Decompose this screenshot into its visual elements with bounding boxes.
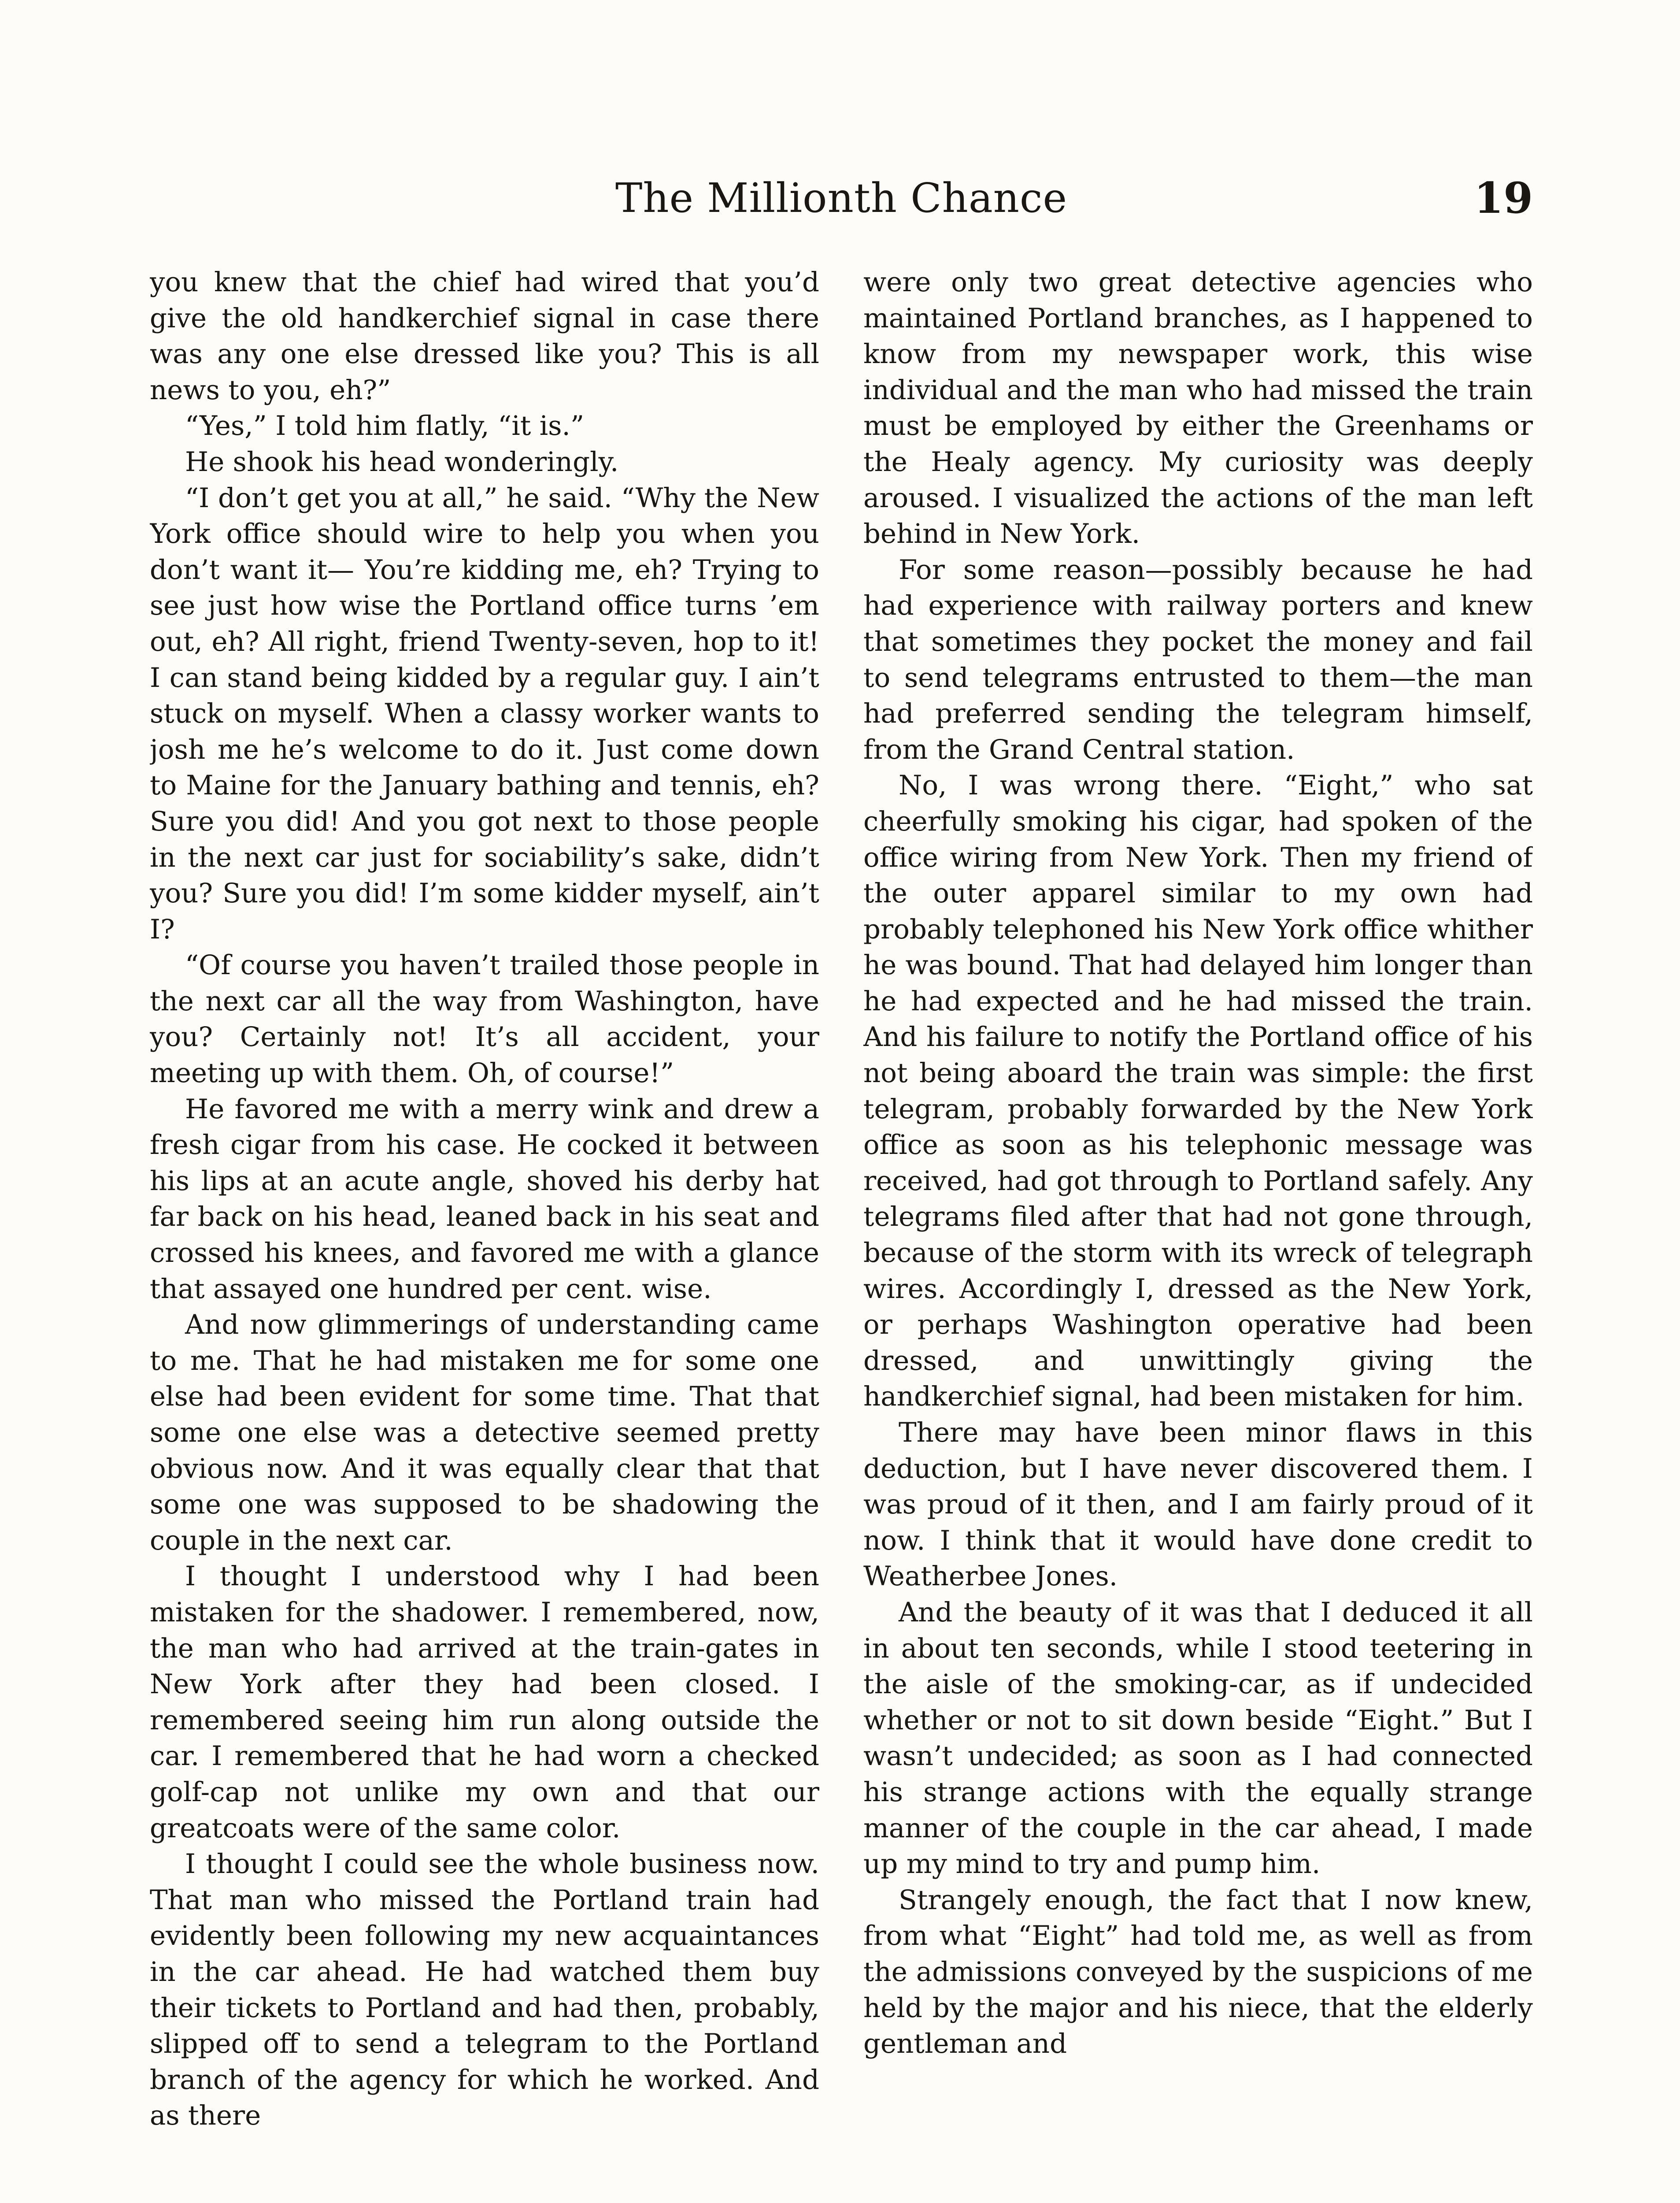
paragraph: For some reason—possibly because he had had experience with railway porters and knew that sometimes they pocket the money and fail to send telegrams entrusted to them—the man had preferred sending the telegram himself, from the Grand Central station.: [863, 554, 1533, 765]
paragraph: And the beauty of it was that I deduced it all in about ten seconds, while I stood teetering in the aisle of the smoking-car, as if undecided whether or not to sit down beside “Eight.” But I wasn’t undecided; as soon as I had connected his strange actions with the equally strange manner of the couple in the car ahead, I made up my mind to try and pump him.: [863, 1596, 1533, 1880]
paragraph: He shook his head wonderingly.: [185, 446, 619, 478]
left-column: [150, 264, 819, 2203]
paragraph: There may have been minor flaws in this deduction, but I have never discovered them. I was proud of it then, and I am fairly proud of it now. I think that it would have done credit to Weatherbee Jones.: [863, 1417, 1533, 1592]
right-column: [863, 264, 1533, 2203]
page-number: 19: [1474, 173, 1533, 223]
paragraph: He favored me with a merry wink and drew a fresh cigar from his case. He cocked it between his lips at an acute angle, shoved his derby hat far back on his head, leaned back in his seat and crossed his knees, and favored me with a glance that assayed one hundred per cent. wise.: [150, 1093, 819, 1305]
paragraph: I thought I could see the whole business now. That man who missed the Portland train had evidently been following my new acquaintances in the car ahead. He had watched them buy their tickets to Portland and had then, probably, slipped off to send a telegram to the Portland branch of the agency for which he worked. And as there: [150, 1848, 819, 2132]
running-title: The Millionth Chance: [615, 174, 1068, 222]
paragraph: I thought I understood why I had been mistaken for the shadower. I remembered, now, the man who had arrived at the train-gates in New York after they had been closed. I remembered seeing him run along outside the car. I remembered that he had worn a checked golf-cap not unlike my own and that our greatcoats were of the same color.: [150, 1561, 819, 1844]
paragraph: were only two great detective agencies who maintained Portland branches, as I happened to know from my newspaper work, this wise individual and the man who had missed the train must be employed by either the Greenhams or the Healy agency. My curiosity was deeply aroused. I visualized the actions of the man left behind in New York.: [863, 267, 1533, 550]
paragraph: you knew that the chief had wired that you’d give the old handkerchief signal in case there was any one else dressed like you? This is all news to you, eh?”: [150, 267, 819, 406]
paragraph: And now glimmerings of understanding came to me. That he had mistaken me for some one else had been evident for some time. That that some one else was a detective seemed pretty obvious now. And it was equally clear that that some one was supposed to be shadowing the couple in the next car.: [150, 1309, 819, 1556]
paragraph: No, I was wrong there. “Eight,” who sat cheerfully smoking his cigar, had spoken of the office wiring from New York. Then my friend of the outer apparel similar to my own had probably telephoned his New York office whither he was bound. That had delayed him longer than he had expected and he had missed the train. And his failure to notify the Portland office of his not being aboard the train was simple: the first telegram, probably forwarded by the New York office as soon as his telephonic message was received, had got through to Portland safely. Any telegrams filed after that had not gone through, because of the storm with its wreck of telegraph wires. Accordingly I, dressed as the New York, or perhaps Washington operative had been dressed, and unwittingly giving the handkerchief signal, had been mistaken for him.: [863, 770, 1533, 1413]
paragraph: “Yes,” I told him flatly, “it is.”: [185, 410, 585, 442]
paragraph: “Of course you haven’t trailed those people in the next car all the way from Washington, have you? Certainly not! It’s all accident, your meeting up with them. Oh, of course!”: [150, 949, 819, 1089]
text-columns: [150, 264, 1533, 2203]
paragraph: “I don’t get you at all,” he said. “Why the New York office should wire to help you when you don’t want it— You’re kidding me, eh? Trying to see just how wise the Portland office turns ’em out, eh? All right, friend Twenty-seven, hop to it! I can stand being kidded by a regular guy. I ain’t stuck on myself. When a classy worker wants to josh me he’s welcome to do it. Just come down to Maine for the January bathing and tennis, eh? Sure you did! And you got next to those people in the next car just for sociability’s sake, didn’t you? Sure you did! I’m some kidder myself, ain’t I?: [150, 482, 819, 945]
paragraph: Strangely enough, the fact that I now knew, from what “Eight” had told me, as well as from the admissions conveyed by the suspicions of me held by the major and his niece, that the elderly gentleman and: [863, 1884, 1533, 2060]
page-header: [150, 167, 1533, 229]
